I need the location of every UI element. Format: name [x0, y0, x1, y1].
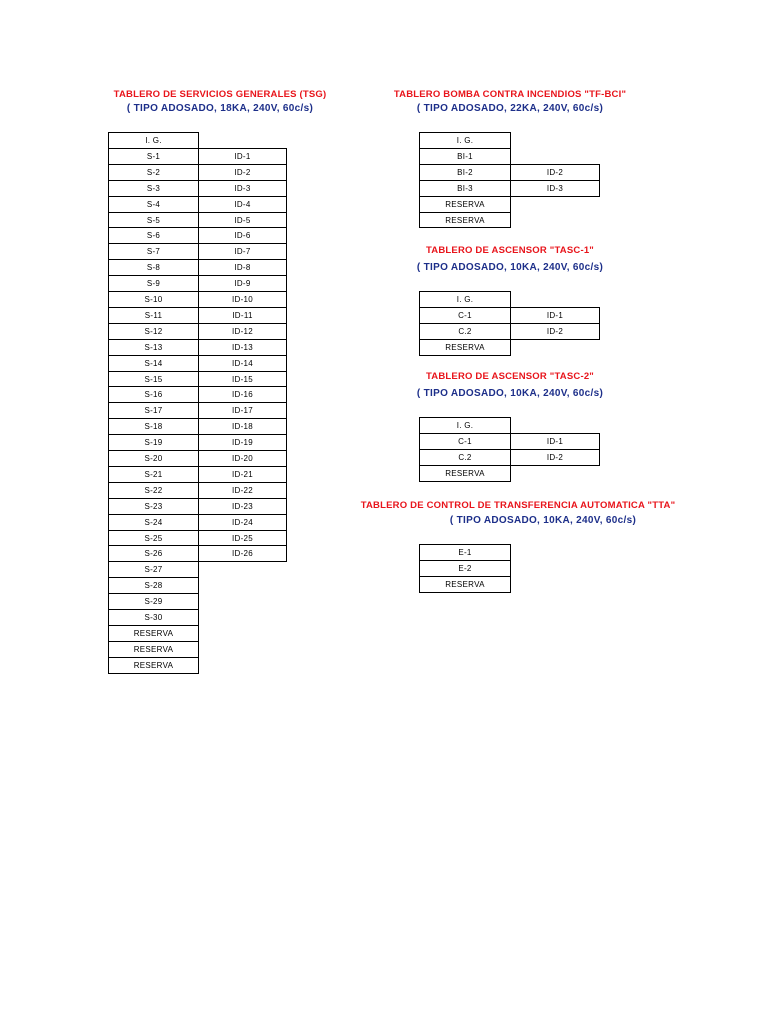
tasc2-id-cell: ID-1: [510, 433, 600, 450]
tsg-circuit-cell: S-19: [108, 434, 199, 451]
tsg-circuit-cell: RESERVA: [108, 657, 199, 674]
tsg-circuit-cell: S-10: [108, 291, 199, 308]
tta-circuit-cell: RESERVA: [419, 576, 511, 593]
tsg-id-cell: ID-15: [198, 371, 287, 387]
tsg-circuit-cell: S-7: [108, 243, 199, 260]
tsg-circuit-cell: S-11: [108, 307, 199, 324]
tsg-id-cell: ID-4: [198, 196, 287, 213]
tsg-id-cell: ID-6: [198, 227, 287, 244]
tsg-subtitle: ( TIPO ADOSADO, 18KA, 240V, 60c/s): [126, 103, 314, 114]
tsg-id-cell: ID-13: [198, 339, 287, 356]
tsg-circuit-cell: S-2: [108, 164, 199, 181]
tsg-id-cell: ID-7: [198, 243, 287, 260]
tsg-id-cell: ID-21: [198, 466, 287, 483]
tfbci-id-cell: ID-2: [510, 164, 600, 181]
tasc1-circuit-cell: RESERVA: [419, 339, 511, 356]
tsg-circuit-cell: S-23: [108, 498, 199, 515]
tasc1-id-cell: ID-2: [510, 323, 600, 340]
tsg-circuit-cell: S-4: [108, 196, 199, 213]
tfbci-id-cell: ID-3: [510, 180, 600, 197]
tsg-id-cell: ID-14: [198, 355, 287, 372]
tsg-circuit-cell: S-18: [108, 418, 199, 435]
tfbci-circuit-cell: BI-2: [419, 164, 511, 181]
tsg-circuit-cell: S-13: [108, 339, 199, 356]
tasc2-circuit-cell: C-1: [419, 433, 511, 450]
tsg-circuit-cell: S-3: [108, 180, 199, 197]
tsg-circuit-cell: S-12: [108, 323, 199, 340]
tsg-circuit-cell: S-21: [108, 466, 199, 483]
tasc1-circuit-cell: C.2: [419, 323, 511, 340]
tfbci-circuit-cell: BI-3: [419, 180, 511, 197]
tsg-circuit-cell: S-16: [108, 386, 199, 403]
tsg-id-cell: ID-24: [198, 514, 287, 531]
tsg-id-cell: ID-12: [198, 323, 287, 340]
tsg-circuit-cell: S-5: [108, 212, 199, 228]
tta-title: TABLERO DE CONTROL DE TRANSFERENCIA AUTOMATICA "TTA": [360, 500, 676, 511]
tsg-id-cell: ID-26: [198, 545, 287, 562]
tta-circuit-cell: E-2: [419, 560, 511, 577]
tasc1-circuit-cell: C-1: [419, 307, 511, 324]
tsg-circuit-cell: S-29: [108, 593, 199, 610]
tsg-id-cell: ID-23: [198, 498, 287, 515]
tsg-id-cell: ID-2: [198, 164, 287, 181]
tsg-circuit-cell: S-28: [108, 577, 199, 594]
tsg-id-cell: ID-17: [198, 402, 287, 419]
tsg-id-cell: ID-8: [198, 259, 287, 276]
tsg-circuit-cell: I. G.: [108, 132, 199, 149]
tasc2-id-cell: ID-2: [510, 449, 600, 466]
tsg-circuit-cell: S-9: [108, 275, 199, 292]
tasc1-circuit-cell: I. G.: [419, 291, 511, 308]
tfbci-circuit-cell: BI-1: [419, 148, 511, 165]
tsg-circuit-cell: RESERVA: [108, 641, 199, 658]
tsg-circuit-cell: S-22: [108, 482, 199, 499]
tsg-id-cell: ID-16: [198, 386, 287, 403]
tsg-id-cell: ID-1: [198, 148, 287, 165]
tsg-id-cell: ID-22: [198, 482, 287, 499]
tta-circuit-cell: E-1: [419, 544, 511, 561]
tfbci-circuit-cell: RESERVA: [419, 196, 511, 213]
tfbci-circuit-cell: RESERVA: [419, 212, 511, 228]
tsg-circuit-cell: S-25: [108, 530, 199, 546]
tsg-circuit-cell: S-27: [108, 561, 199, 578]
tsg-circuit-cell: S-26: [108, 545, 199, 562]
tta-subtitle: ( TIPO ADOSADO, 10KA, 240V, 60c/s): [449, 515, 637, 526]
tasc2-circuit-cell: I. G.: [419, 417, 511, 434]
tsg-id-cell: ID-5: [198, 212, 287, 228]
tsg-id-cell: ID-3: [198, 180, 287, 197]
tasc1-title: TABLERO DE ASCENSOR "TASC-1": [425, 245, 595, 256]
tsg-id-cell: ID-18: [198, 418, 287, 435]
tsg-title: TABLERO DE SERVICIOS GENERALES (TSG): [113, 89, 327, 100]
tfbci-circuit-cell: I. G.: [419, 132, 511, 149]
tsg-id-cell: ID-25: [198, 530, 287, 546]
tsg-id-cell: ID-10: [198, 291, 287, 308]
tsg-circuit-cell: S-6: [108, 227, 199, 244]
tsg-circuit-cell: RESERVA: [108, 625, 199, 642]
tasc2-title: TABLERO DE ASCENSOR "TASC-2": [425, 371, 595, 382]
tasc2-circuit-cell: C.2: [419, 449, 511, 466]
tsg-circuit-cell: S-15: [108, 371, 199, 387]
tsg-circuit-cell: S-14: [108, 355, 199, 372]
tfbci-title: TABLERO BOMBA CONTRA INCENDIOS "TF-BCI": [393, 89, 627, 100]
tsg-circuit-cell: S-17: [108, 402, 199, 419]
tasc1-id-cell: ID-1: [510, 307, 600, 324]
tsg-id-cell: ID-20: [198, 450, 287, 467]
tsg-circuit-cell: S-20: [108, 450, 199, 467]
tsg-circuit-cell: S-30: [108, 609, 199, 626]
tasc1-subtitle: ( TIPO ADOSADO, 10KA, 240V, 60c/s): [416, 262, 604, 273]
tsg-id-cell: ID-11: [198, 307, 287, 324]
tasc2-circuit-cell: RESERVA: [419, 465, 511, 482]
tfbci-subtitle: ( TIPO ADOSADO, 22KA, 240V, 60c/s): [416, 103, 604, 114]
tsg-id-cell: ID-19: [198, 434, 287, 451]
tsg-circuit-cell: S-24: [108, 514, 199, 531]
tasc2-subtitle: ( TIPO ADOSADO, 10KA, 240V, 60c/s): [416, 388, 604, 399]
tsg-id-cell: ID-9: [198, 275, 287, 292]
tsg-circuit-cell: S-1: [108, 148, 199, 165]
tsg-circuit-cell: S-8: [108, 259, 199, 276]
